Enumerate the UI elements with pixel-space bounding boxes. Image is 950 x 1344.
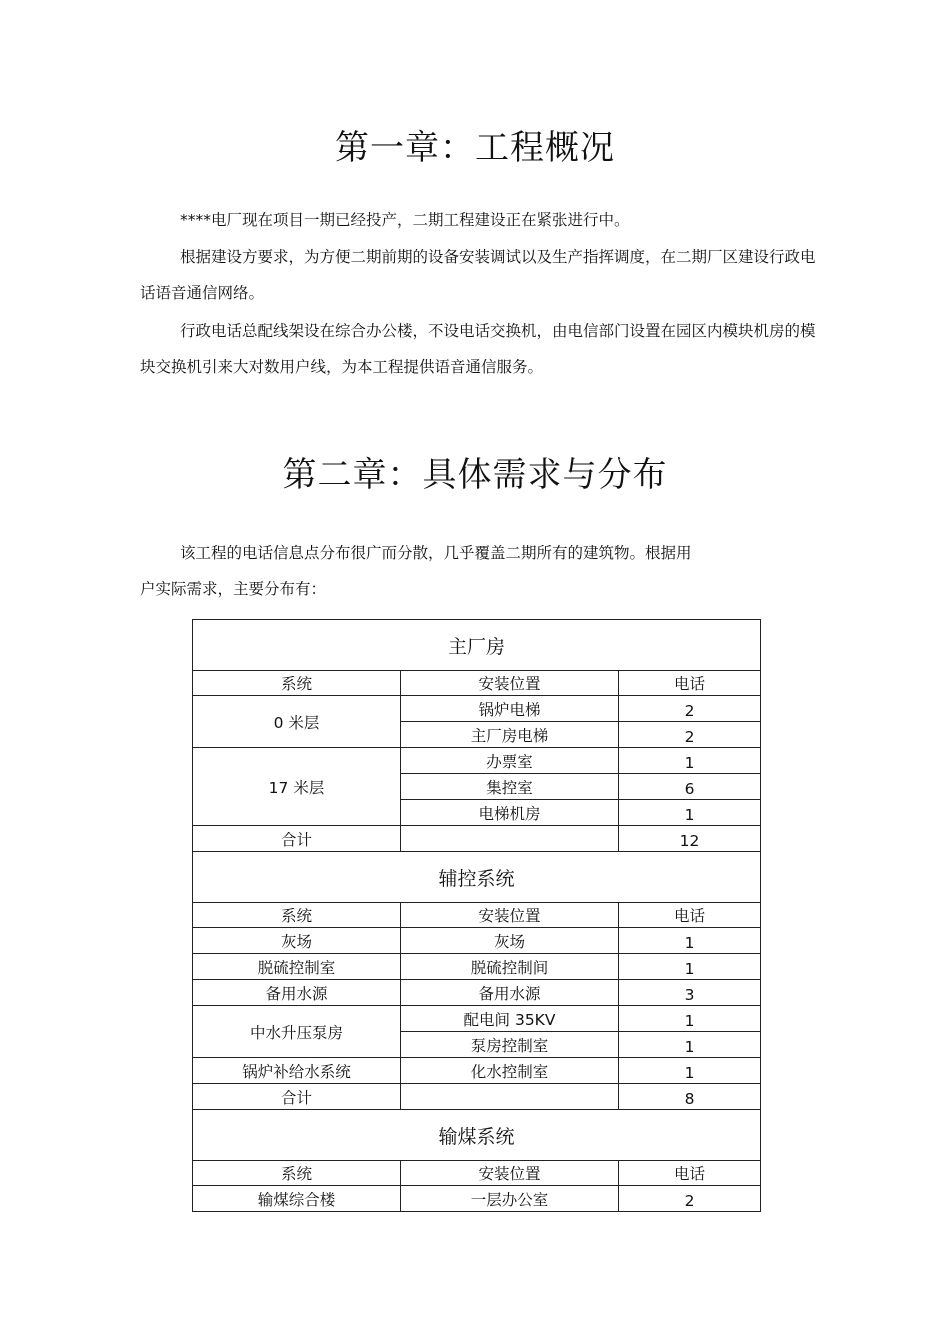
chapter2-title: 第二章：具体需求与分布 <box>282 455 668 495</box>
system-cell: 备用水源 <box>193 980 401 1006</box>
location-cell: 配电间 35KV <box>401 1006 619 1032</box>
phones-cell: 1 <box>619 928 761 954</box>
location-cell: 泵房控制室 <box>401 1032 619 1058</box>
chapter1-title: 第一章：工程概况 <box>335 128 615 168</box>
table-row <box>193 928 761 954</box>
phones-cell: 6 <box>619 774 761 800</box>
phone-distribution-table <box>192 619 761 1212</box>
total-label: 合计 <box>193 826 401 852</box>
table-row <box>193 1006 761 1032</box>
table-row <box>193 1186 761 1212</box>
table-header-row <box>193 903 761 928</box>
header-system: 系统 <box>193 903 401 928</box>
phones-cell: 1 <box>619 800 761 826</box>
location-cell: 备用水源 <box>401 980 619 1006</box>
table-row <box>193 980 761 1006</box>
table-row <box>193 954 761 980</box>
header-system: 系统 <box>193 671 401 696</box>
section-title-row <box>193 852 761 903</box>
system-cell: 17 米层 <box>193 748 401 826</box>
location-cell: 化水控制室 <box>401 1058 619 1084</box>
empty-cell <box>401 826 619 852</box>
section-title: 辅控系统 <box>193 852 761 903</box>
header-location: 安装位置 <box>401 671 619 696</box>
section-title: 主厂房 <box>193 620 761 671</box>
phones-cell: 2 <box>619 1186 761 1212</box>
header-phones: 电话 <box>619 671 761 696</box>
location-cell: 灰场 <box>401 928 619 954</box>
header-location: 安装位置 <box>401 903 619 928</box>
table-header-row <box>193 1161 761 1186</box>
total-label: 合计 <box>193 1084 401 1110</box>
table-header-row <box>193 671 761 696</box>
header-phones: 电话 <box>619 903 761 928</box>
total-value: 8 <box>619 1084 761 1110</box>
location-cell: 主厂房电梯 <box>401 722 619 748</box>
total-value: 12 <box>619 826 761 852</box>
phones-cell: 1 <box>619 1058 761 1084</box>
phones-cell: 1 <box>619 1032 761 1058</box>
phones-cell: 2 <box>619 696 761 722</box>
phones-cell: 1 <box>619 748 761 774</box>
system-cell: 中水升压泵房 <box>193 1006 401 1058</box>
system-cell: 锅炉补给水系统 <box>193 1058 401 1084</box>
location-cell: 办票室 <box>401 748 619 774</box>
system-cell: 输煤综合楼 <box>193 1186 401 1212</box>
empty-cell <box>401 1084 619 1110</box>
phones-cell: 3 <box>619 980 761 1006</box>
section-title: 输煤系统 <box>193 1110 761 1161</box>
phones-cell: 2 <box>619 722 761 748</box>
system-cell: 灰场 <box>193 928 401 954</box>
location-cell: 脱硫控制间 <box>401 954 619 980</box>
phones-cell: 1 <box>619 1006 761 1032</box>
chapter1-paragraph-1: ****电厂现在项目一期已经投产，二期工程建设正在紧张进行中。 <box>180 211 630 229</box>
chapter2-paragraph-line1: 该工程的电话信息点分布很广而分散，几乎覆盖二期所有的建筑物。根据用 <box>180 544 692 562</box>
section-title-row <box>193 1110 761 1161</box>
header-phones: 电话 <box>619 1161 761 1186</box>
table-row <box>193 748 761 774</box>
chapter2-paragraph-line2: 户实际需求，主要分布有： <box>140 580 327 598</box>
header-location: 安装位置 <box>401 1161 619 1186</box>
header-system: 系统 <box>193 1161 401 1186</box>
table-row <box>193 696 761 722</box>
chapter2-paragraph <box>140 535 820 607</box>
location-cell: 电梯机房 <box>401 800 619 826</box>
location-cell: 集控室 <box>401 774 619 800</box>
total-row <box>193 1084 761 1110</box>
system-cell: 0 米层 <box>193 696 401 748</box>
chapter1-paragraph-2: 根据建设方要求，为方便二期前期的设备安装调试以及生产指挥调度，在二期厂区建设行政电话语音通信网络。 <box>140 248 816 302</box>
location-cell: 一层办公室 <box>401 1186 619 1212</box>
system-cell: 脱硫控制室 <box>193 954 401 980</box>
chapter1-paragraph-3: 行政电话总配线架设在综合办公楼，不设电话交换机，由电信部门设置在园区内模块机房的模块交换机引来大对数用户线，为本工程提供语音通信服务。 <box>140 322 816 376</box>
phones-cell: 1 <box>619 954 761 980</box>
location-cell: 锅炉电梯 <box>401 696 619 722</box>
table-row <box>193 1058 761 1084</box>
total-row <box>193 826 761 852</box>
section-title-row <box>193 620 761 671</box>
